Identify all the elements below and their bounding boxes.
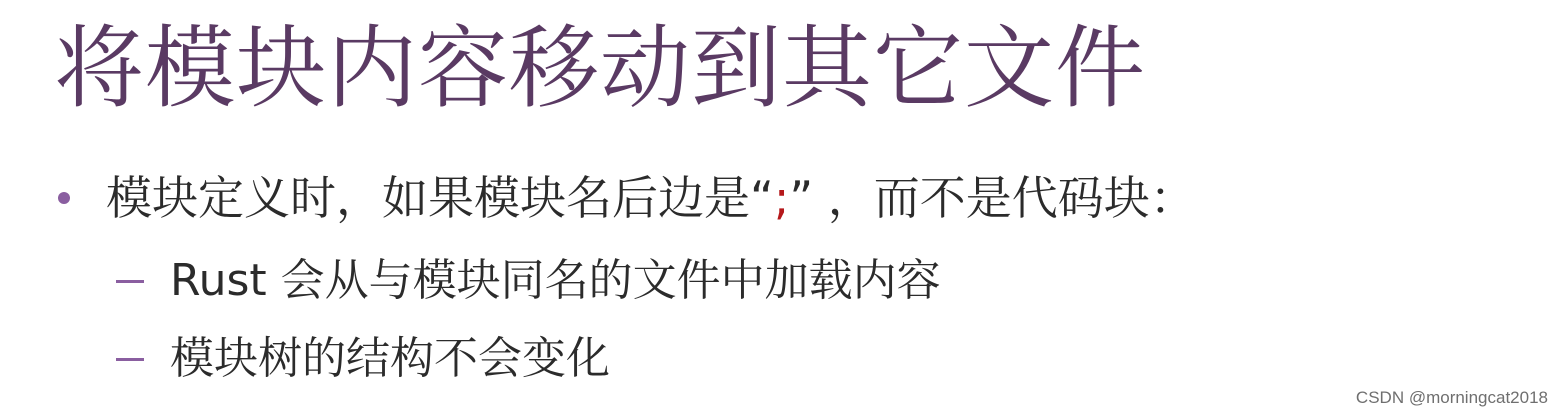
semicolon-highlight: ; (773, 171, 790, 225)
bullet-text-before: 模块定义时，如果模块名后边是“ (106, 171, 774, 225)
bullet-text (106, 168, 1196, 228)
watermark: CSDN @morningcat2018 (1355, 388, 1548, 407)
dash-icon (116, 280, 144, 283)
sub-bullet-text: Rust 会从与模块同名的文件中加载内容 (170, 255, 941, 306)
dash-icon (116, 358, 144, 361)
bullet-text-after: ” ，而不是代码块： (789, 171, 1196, 225)
sub-bullet-2 (116, 330, 610, 388)
bullet-point (58, 168, 1196, 228)
sub-bullet-text: 模块树的结构不会变化 (170, 333, 610, 384)
bullet-dot-icon (58, 192, 70, 204)
sub-bullet-1 (116, 252, 941, 310)
slide-title: 将模块内容移动到其它文件 (54, 16, 1146, 121)
